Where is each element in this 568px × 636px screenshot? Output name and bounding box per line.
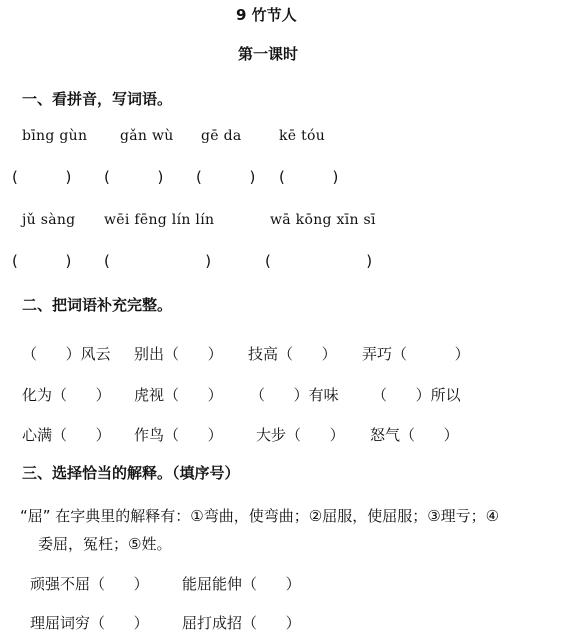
idiom-fill-12[interactable]: 怒气（ ） bbox=[370, 426, 459, 444]
definition-text-line-2: 委屈，冤枉；⑤姓。 bbox=[38, 535, 172, 553]
pinyin-wei-feng-lin-lin: wēi fēng lín lín bbox=[104, 212, 215, 228]
idiom-fill-8[interactable]: （ ）所以 bbox=[372, 386, 461, 404]
section-3-heading: 三、选择恰当的解释。（填序号） bbox=[22, 464, 240, 482]
pinyin-ju-sang: jǔ sàng bbox=[22, 212, 76, 228]
idiom-fill-10[interactable]: 作鸟（ ） bbox=[134, 426, 223, 444]
idiom-fill-3[interactable]: 技高（ ） bbox=[248, 345, 337, 363]
pinyin-ke-tou: kē tóu bbox=[279, 128, 326, 144]
idiom-fill-1[interactable]: （ ）风云 bbox=[22, 345, 111, 363]
idiom-fill-6[interactable]: 虎视（ ） bbox=[134, 386, 223, 404]
choice-item-2[interactable]: 能屈能伸（ ） bbox=[182, 575, 301, 593]
pinyin-bing-gun: bīng gùn bbox=[22, 128, 88, 144]
answer-blank-1[interactable]: ( ) bbox=[12, 168, 72, 186]
answer-blank-4[interactable]: ( ) bbox=[279, 168, 339, 186]
definition-text-line-1: “屈” 在字典里的解释有：①弯曲，使弯曲；②屈服，使屈服；③理亏；④ bbox=[20, 507, 500, 525]
pinyin-gan-wu: gǎn wù bbox=[120, 128, 174, 144]
idiom-fill-7[interactable]: （ ）有味 bbox=[250, 386, 339, 404]
section-2-heading: 二、把词语补充完整。 bbox=[22, 296, 173, 314]
pinyin-ge-da: gē da bbox=[201, 128, 242, 144]
pinyin-wa-kong-xin-si: wā kōng xīn sī bbox=[270, 212, 376, 228]
idiom-fill-9[interactable]: 心满（ ） bbox=[22, 426, 111, 444]
answer-blank-7[interactable]: ( ) bbox=[265, 252, 373, 270]
choice-item-1[interactable]: 顽强不屈（ ） bbox=[30, 575, 149, 593]
answer-blank-3[interactable]: ( ) bbox=[196, 168, 256, 186]
page-subtitle: 第一课时 bbox=[238, 45, 299, 63]
idiom-fill-2[interactable]: 别出（ ） bbox=[134, 345, 223, 363]
section-1-heading: 一、看拼音，写词语。 bbox=[22, 90, 173, 108]
answer-blank-5[interactable]: ( ) bbox=[12, 252, 72, 270]
answer-blank-6[interactable]: ( ) bbox=[104, 252, 212, 270]
page-title: 9 竹节人 bbox=[236, 6, 297, 24]
answer-blank-2[interactable]: ( ) bbox=[104, 168, 164, 186]
choice-item-4[interactable]: 屈打成招（ ） bbox=[182, 614, 301, 632]
idiom-fill-5[interactable]: 化为（ ） bbox=[22, 386, 111, 404]
choice-item-3[interactable]: 理屈词穷（ ） bbox=[30, 614, 149, 632]
idiom-fill-11[interactable]: 大步（ ） bbox=[256, 426, 345, 444]
idiom-fill-4[interactable]: 弄巧（ ） bbox=[362, 345, 470, 363]
